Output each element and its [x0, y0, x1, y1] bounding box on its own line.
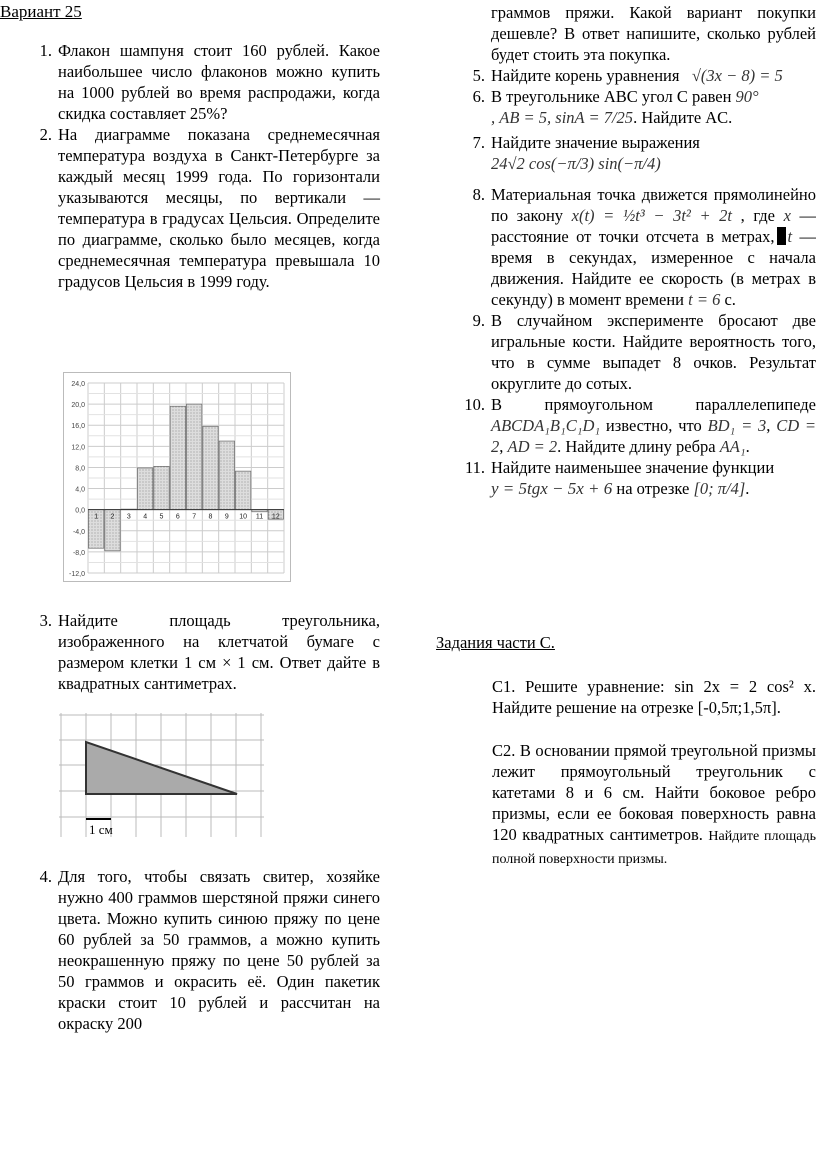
grid-scale-label: 1 см	[89, 822, 113, 837]
task-10: 10. В прямоугольном параллелепипеде ABCDA₁B₁C₁D₁ известно, что BD₁ = 3, CD = 2, AD = 2. Найдите длину ребра AA₁.	[464, 395, 816, 456]
bar-month-6	[170, 406, 185, 509]
aa-value: AA₁	[719, 437, 746, 456]
t-value: t = 6	[688, 290, 721, 309]
task-1	[20, 40, 380, 124]
left-column	[20, 40, 380, 292]
y-tick-label: -4,0	[72, 528, 85, 536]
ab-value: , AB = 5,	[491, 108, 552, 127]
task-3	[20, 610, 380, 694]
task-text: граммов пряжи. Какой вариант покупки дешевле? В ответ напишите, сколько рублей будет стоить эта покупка.	[491, 3, 816, 64]
function-formula: y = 5tgx − 5x + 6	[491, 479, 613, 498]
bd-value: BD₁ = 3	[707, 416, 767, 435]
task-number: 11.	[464, 458, 485, 477]
task-number: 7.	[472, 133, 485, 152]
task-c2	[492, 740, 816, 870]
task-number: 1.	[39, 41, 52, 60]
task-text: Материальная точка движется прямолинейно по закону	[491, 185, 816, 225]
right-column	[463, 2, 816, 499]
task-text: Для того, чтобы связать свитер, хозяйке нужно 400 граммов шерстяной пряжи синего цвета. Можно купить синюю пряжу по цене 60 рублей за 50 граммов, а можно купить неокрашенную пряжу по цене 50 рублей за 50 граммов и окрасить её. Один пакетик краски стоит 10 рублей и рассчитан на окраску 200	[58, 867, 380, 1033]
task-text: Найдите наименьшее значение функции	[491, 458, 775, 477]
task-number: 3.	[39, 611, 52, 630]
bar-month-5	[154, 466, 169, 509]
task-c2-text: С2. В основании прямой треугольной призмы лежит прямоугольный треугольник с катетами 8 и 6 см. Найти боковое ребро призмы, если ее боковая поверхность равна 120 квадратных сантиметров.	[492, 741, 816, 844]
task-number: 4.	[39, 867, 52, 886]
task-11: 11. Найдите наименьшее значение функции y = 5tgx − 5x + 6 на отрезке [0; π/4].	[464, 458, 775, 498]
task-text: Найдите значение выражения	[491, 133, 700, 152]
x-tick-label: 12	[271, 513, 280, 521]
y-tick-label: 24,0	[71, 381, 85, 388]
y-tick-label: 4,0	[75, 486, 85, 494]
task-c1: С1. Решите уравнение: sin 2x = 2 cos² x. Найдите решение на отрезке [-0,5π;1,5π].	[492, 677, 816, 717]
x-tick-label: 11	[255, 513, 264, 521]
x-tick-label: 2	[110, 513, 115, 521]
bar-month-4	[138, 468, 153, 510]
sin-value: sinA = 7/25	[555, 108, 634, 127]
task-text: Флакон шампуня стоит 160 рублей. Какое наибольшее число флаконов можно купить на 1000 рублей во время распродажи, когда скидка составляет 25%?	[58, 41, 380, 123]
task-7	[463, 132, 816, 174]
task-4	[20, 866, 380, 1034]
task-text-end: . Найдите AC.	[633, 108, 733, 127]
x-tick-label: 5	[159, 513, 164, 521]
y-tick-label: 16,0	[71, 423, 85, 431]
black-box	[777, 227, 786, 245]
bar-month-7	[187, 404, 202, 510]
y-tick-label: 0,0	[75, 507, 85, 515]
task-number: 9.	[472, 311, 485, 330]
x-tick-label: 10	[239, 513, 248, 521]
equation-formula: √(3x − 8) = 5	[691, 66, 783, 85]
x-tick-label: 1	[94, 513, 99, 521]
task-text: Найдите площадь треугольника, изображенного на клетчатой бумаге с размером клетки 1 см × 1 см. Ответ дайте в квадратных сантиметрах.	[58, 611, 380, 693]
task-number: 8.	[472, 185, 485, 204]
bar-month-10	[236, 471, 251, 510]
grid-svg	[59, 713, 264, 837]
task-text: В прямоугольном параллелепипеде	[491, 395, 816, 414]
x-tick-label: 9	[224, 513, 229, 521]
task-c2-question: Найдите площадь полной поверхности призмы.	[492, 829, 816, 867]
task-4-continued	[463, 2, 816, 65]
bar-month-9	[219, 441, 234, 510]
y-tick-label: -8,0	[72, 549, 85, 557]
bar-month-8	[203, 426, 218, 509]
task-5	[463, 65, 816, 86]
grid-figure	[59, 713, 264, 837]
task-2	[20, 124, 380, 292]
task-number: 2.	[39, 125, 52, 144]
chart-svg	[64, 373, 290, 581]
motion-law: x(t) = ½t³ − 3t² + 2t	[571, 206, 733, 225]
task-9	[463, 310, 816, 394]
segment-value: [0; π/4]	[693, 479, 746, 498]
section-c-title: Задания части С.	[436, 633, 555, 652]
task-number: 5.	[472, 66, 485, 85]
box-name: ABCDA₁B₁C₁D₁	[491, 416, 601, 435]
page-title: Вариант 25	[0, 2, 82, 21]
task-text: В случайном эксперименте бросают две игральные кости. Найдите вероятность того, что в сумме выпадет 8 очков. Результат округлите до сотых.	[491, 311, 816, 393]
ad-value: AD = 2	[507, 437, 558, 456]
t-symbol: t	[787, 227, 793, 246]
temperature-chart	[63, 372, 291, 582]
x-symbol: x	[783, 206, 791, 225]
left-column-bottom	[20, 866, 380, 1034]
expression-formula: 24√2 cos(−π/3) sin(−π/4)	[491, 154, 661, 173]
x-tick-label: 3	[126, 513, 131, 521]
y-tick-label: -12,0	[69, 571, 85, 578]
y-tick-label: 12,0	[71, 444, 85, 452]
task-6	[463, 86, 816, 128]
task-number: 10.	[464, 395, 485, 414]
x-tick-label: 4	[143, 513, 148, 521]
y-tick-label: 8,0	[75, 465, 85, 473]
task-8: 8. Материальная точка движется прямолинейно по закону x(t) = ½t³ − 3t² + 2t , где x — расстояние от точки отсчета в метрах, t — время в секундах, измеренное с начала движения. Найдите ее скорость (в метрах в секунду) в момент времени t = 6 с.	[463, 184, 816, 310]
task-text: В треугольнике ABC угол C равен	[491, 87, 732, 106]
task-number: 6.	[472, 87, 485, 106]
task-text: На диаграмме показана среднемесячная температура воздуха в Санкт-Петербурге за каждый месяц 1999 года. По горизонтали указываются месяцы, по вертикали — температура в градусах Цельсия. Определите по диаграмме, сколько было месяцев, когда среднемесячная температура превышала 10 градусов Цельсия в 1999 году.	[58, 125, 380, 291]
y-tick-label: 20,0	[71, 402, 85, 410]
angle-value: 90°	[735, 87, 759, 106]
x-tick-label: 7	[192, 513, 197, 521]
cd-value: CD = 2	[491, 416, 816, 456]
left-column-lower	[20, 610, 380, 694]
task-text: Найдите корень уравнения	[491, 66, 680, 85]
x-tick-label: 8	[208, 513, 213, 521]
x-tick-label: 6	[175, 513, 180, 521]
